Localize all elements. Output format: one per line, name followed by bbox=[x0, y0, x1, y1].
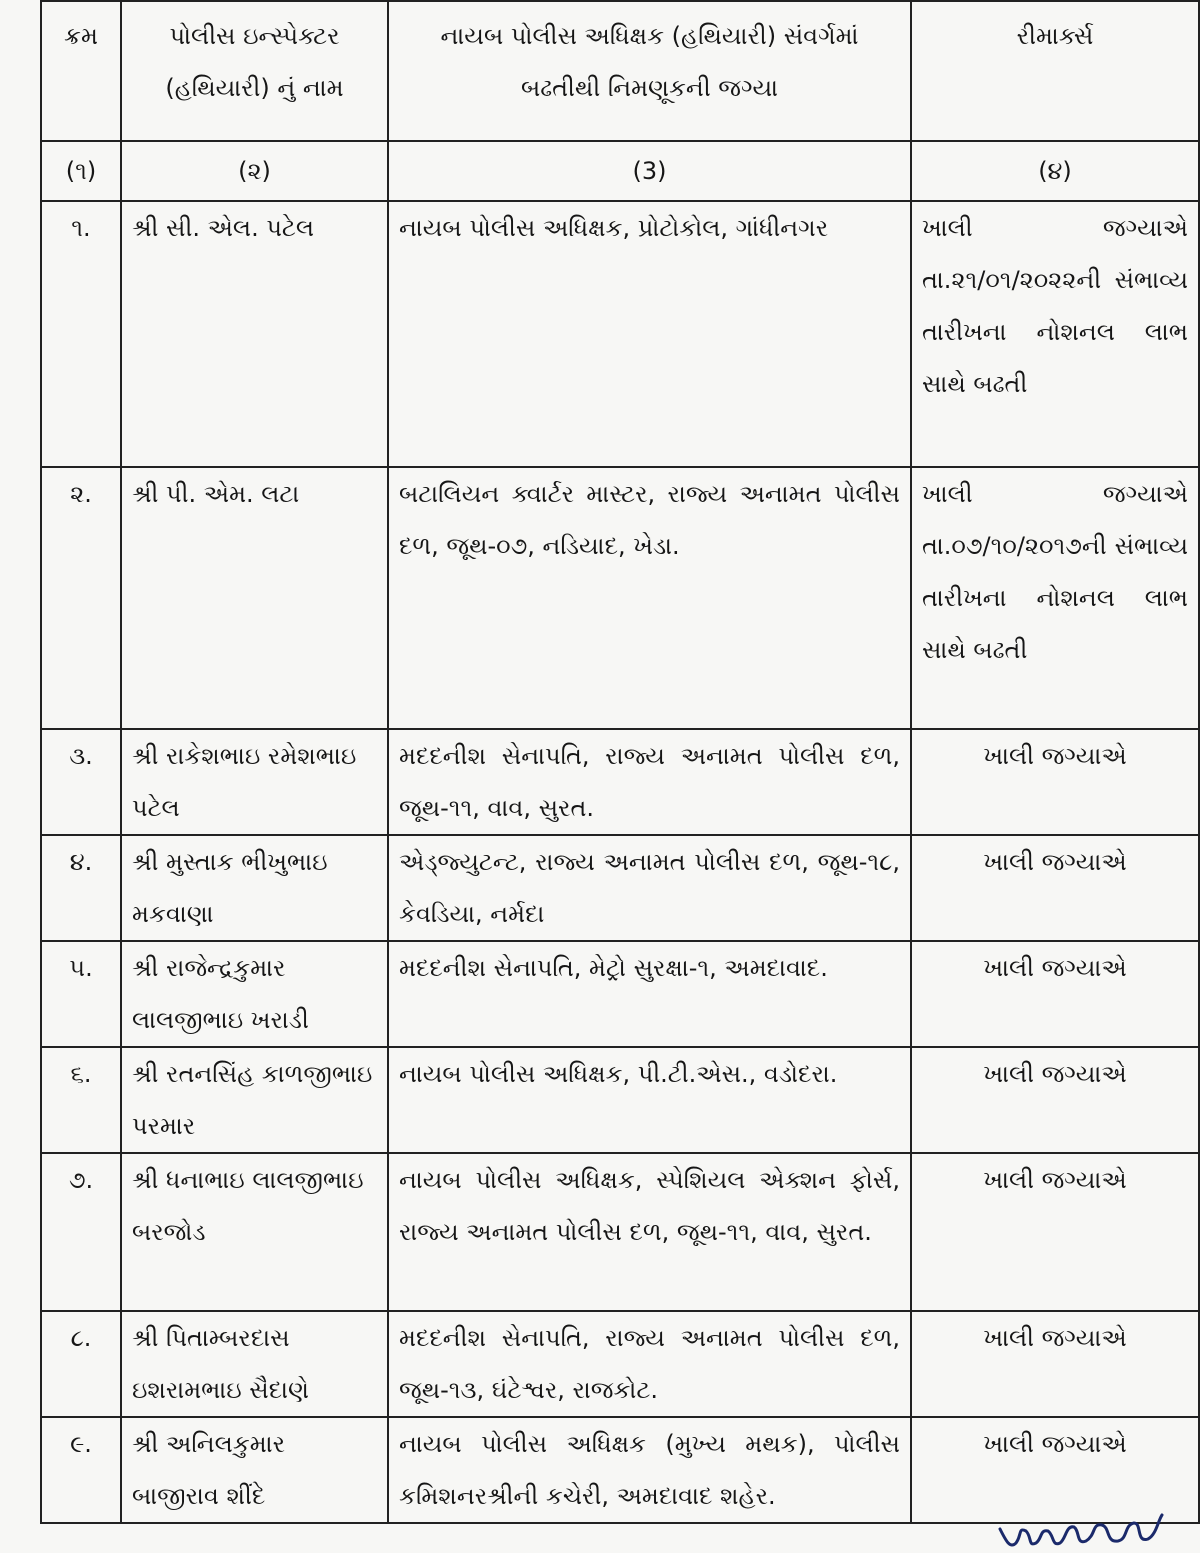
row-name: શ્રી સી. એલ. પટેલ bbox=[121, 201, 388, 467]
row-remarks: ખાલી જગ્યાએ bbox=[911, 1417, 1199, 1523]
row-name: શ્રી અનિલકુમાર બાજીરાવ શીંદે bbox=[121, 1417, 388, 1523]
row-serial: ૩. bbox=[41, 729, 121, 835]
row-remarks: ખાલી જગ્યાએ bbox=[911, 1311, 1199, 1417]
row-name: શ્રી મુસ્તાક ભીખુભાઇ મકવાણા bbox=[121, 835, 388, 941]
row-post: મદદનીશ સેનાપતિ, મેટ્રો સુરક્ષા-૧, અમદાવાદ. bbox=[388, 941, 911, 1047]
row-serial: ૭. bbox=[41, 1153, 121, 1311]
column-number: (૧) bbox=[41, 141, 121, 201]
table-row bbox=[41, 1311, 1199, 1417]
signature-icon bbox=[996, 1513, 1166, 1553]
header-row bbox=[41, 1, 1199, 141]
row-name: શ્રી રતનસિંહ કાળજીભાઇ પરમાર bbox=[121, 1047, 388, 1153]
row-post: નાયબ પોલીસ અધિક્ષક, સ્પેશિયલ એક્શન ફોર્સ, રાજ્ય અનામત પોલીસ દળ, જૂથ-૧૧, વાવ, સુરત. bbox=[388, 1153, 911, 1311]
row-post: મદદનીશ સેનાપતિ, રાજ્ય અનામત પોલીસ દળ, જૂથ-૧૧, વાવ, સુરત. bbox=[388, 729, 911, 835]
row-post: નાયબ પોલીસ અધિક્ષક, પી.ટી.એસ., વડોદરા. bbox=[388, 1047, 911, 1153]
column-number-row bbox=[41, 141, 1199, 201]
row-name: શ્રી પિતામ્બરદાસ ઇશરામભાઇ સૈદાણે bbox=[121, 1311, 388, 1417]
row-name: શ્રી રાજેન્દ્રકુમાર લાલજીભાઇ ખરાડી bbox=[121, 941, 388, 1047]
row-post: નાયબ પોલીસ અધિક્ષક (મુખ્ય મથક), પોલીસ કમિશનરશ્રીની કચેરી, અમદાવાદ શહેર. bbox=[388, 1417, 911, 1523]
header-post: નાયબ પોલીસ અધિક્ષક (હથિયારી) સંવર્ગમાં બઢતીથી નિમણૂકની જગ્યા bbox=[388, 1, 911, 141]
row-post: મદદનીશ સેનાપતિ, રાજ્ય અનામત પોલીસ દળ, જૂથ-૧૩, ઘંટેશ્વર, રાજકોટ. bbox=[388, 1311, 911, 1417]
column-number: (૨) bbox=[121, 141, 388, 201]
table-row bbox=[41, 1153, 1199, 1311]
table-row bbox=[41, 201, 1199, 467]
header-serial: ક્રમ bbox=[41, 1, 121, 141]
table-row bbox=[41, 1047, 1199, 1153]
row-serial: ૫. bbox=[41, 941, 121, 1047]
row-post: બટાલિયન ક્વાર્ટર માસ્ટર, રાજ્ય અનામત પોલીસ દળ, જૂથ-૦૭, નડિયાદ, ખેડા. bbox=[388, 467, 911, 729]
row-post: એડ્જ્યુટન્ટ, રાજ્ય અનામત પોલીસ દળ, જૂથ-૧૮, કેવડિયા, નર્મદા bbox=[388, 835, 911, 941]
row-serial: ૧. bbox=[41, 201, 121, 467]
header-remarks: રીમાર્ક્સ bbox=[911, 1, 1199, 141]
row-remarks: ખાલી જગ્યાએ bbox=[911, 941, 1199, 1047]
row-serial: ૪. bbox=[41, 835, 121, 941]
row-remarks: ખાલી જગ્યાએ તા.૨૧/૦૧/૨૦૨૨ની સંભાવ્ય તારીખના નોશનલ લાભ સાથે બઢતી bbox=[911, 201, 1199, 467]
row-remarks: ખાલી જગ્યાએ તા.૦૭/૧૦/૨૦૧૭ની સંભાવ્ય તારીખના નોશનલ લાભ સાથે બઢતી bbox=[911, 467, 1199, 729]
row-remarks: ખાલી જગ્યાએ bbox=[911, 729, 1199, 835]
row-name: શ્રી ધનાભાઇ લાલજીભાઇ બરજોડ bbox=[121, 1153, 388, 1311]
row-remarks: ખાલી જગ્યાએ bbox=[911, 835, 1199, 941]
table-row bbox=[41, 835, 1199, 941]
row-serial: ૮. bbox=[41, 1311, 121, 1417]
row-post: નાયબ પોલીસ અધિક્ષક, પ્રોટોકોલ, ગાંધીનગર bbox=[388, 201, 911, 467]
promotion-table bbox=[40, 0, 1200, 1524]
row-remarks: ખાલી જગ્યાએ bbox=[911, 1047, 1199, 1153]
row-name: શ્રી પી. એમ. લટા bbox=[121, 467, 388, 729]
row-serial: ૨. bbox=[41, 467, 121, 729]
column-number: (3) bbox=[388, 141, 911, 201]
row-serial: ૯. bbox=[41, 1417, 121, 1523]
header-name: પોલીસ ઇન્સ્પેક્ટર (હથિયારી) નું નામ bbox=[121, 1, 388, 141]
table-row bbox=[41, 941, 1199, 1047]
table-row bbox=[41, 467, 1199, 729]
table-row bbox=[41, 1417, 1199, 1523]
row-serial: ૬. bbox=[41, 1047, 121, 1153]
column-number: (૪) bbox=[911, 141, 1199, 201]
table-row bbox=[41, 729, 1199, 835]
row-remarks: ખાલી જગ્યાએ bbox=[911, 1153, 1199, 1311]
row-name: શ્રી રાકેશભાઇ રમેશભાઇ પટેલ bbox=[121, 729, 388, 835]
